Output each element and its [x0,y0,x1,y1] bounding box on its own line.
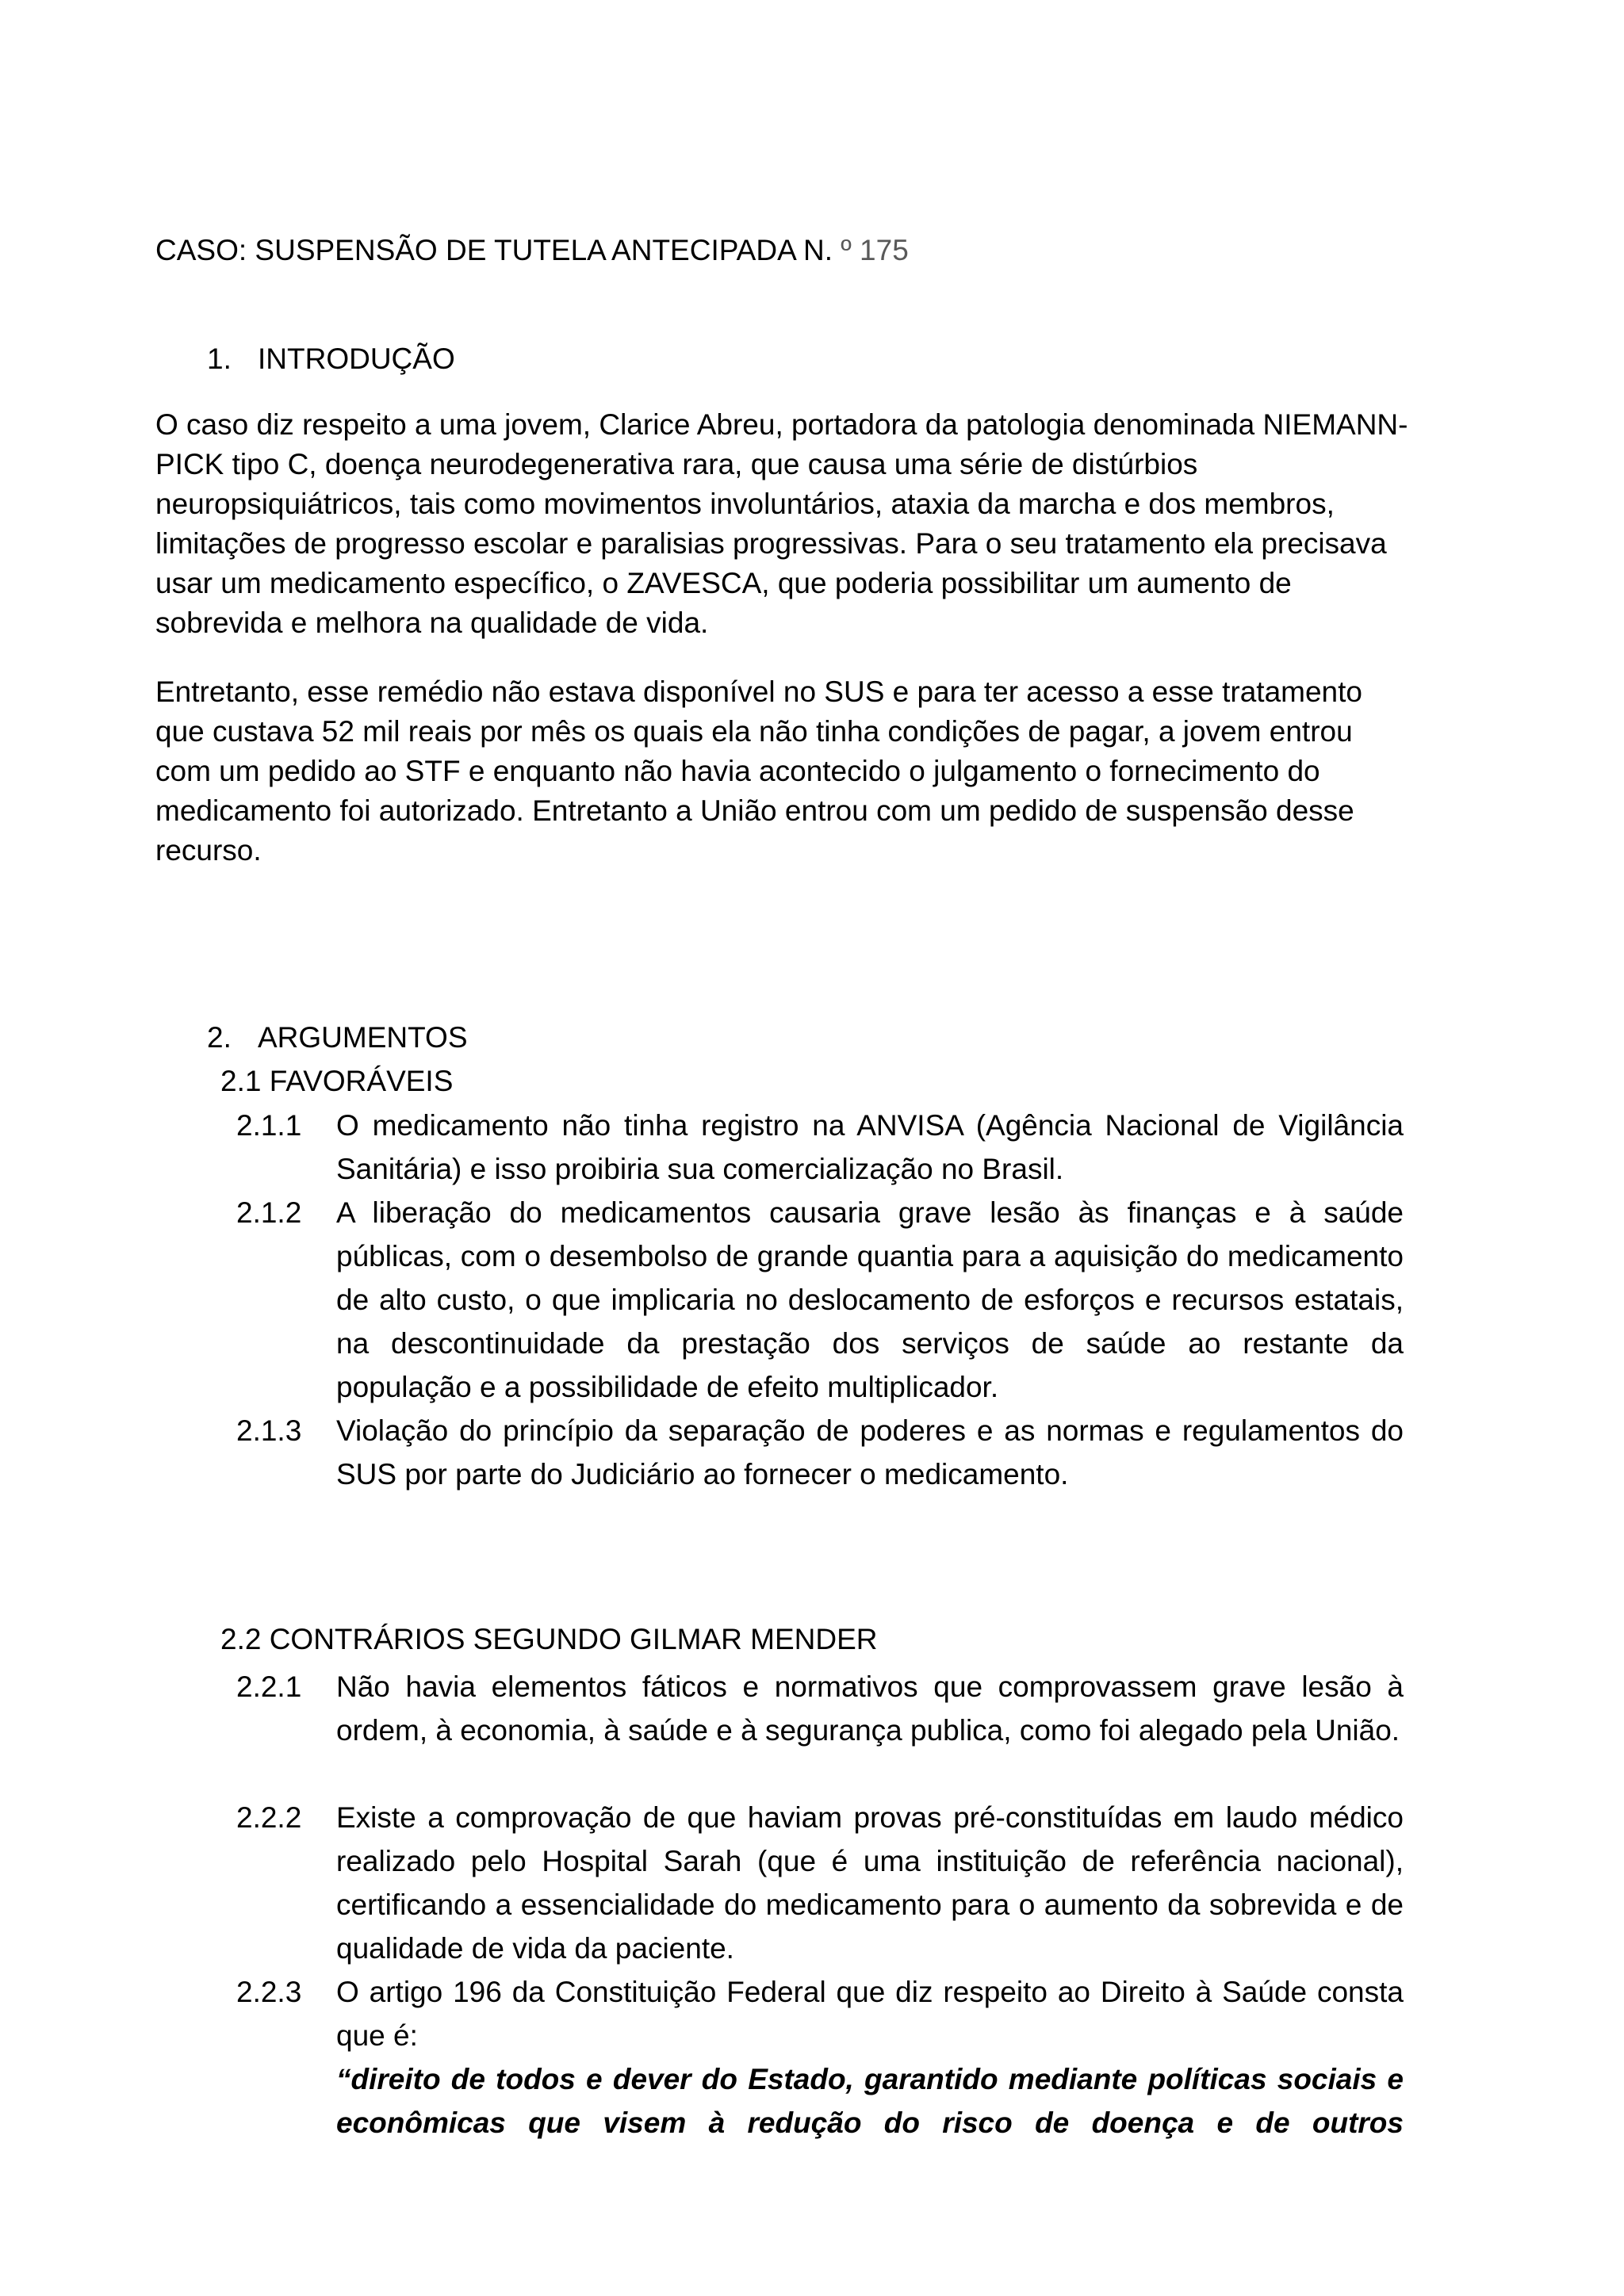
list-item-text: A liberação do medicamentos causaria grave lesão às finanças e à saúde públicas, com o desembolso de grande quantia para a aquisição do medicamento de alto custo, o que implicaria no deslocamento de esforços e recursos estatais, na descontinuidade da prestação dos serviços de saúde ao restante da população e a possibilidade de efeito multiplicador. [336,1196,1404,1403]
list-item [236,1796,1404,1970]
list-item-number: 2.1.1 [236,1109,302,1142]
section-1-number: 1. [207,342,232,375]
list-item-text: Não havia elementos fáticos e normativos que comprovassem grave lesão à ordem, à economia, à saúde e à segurança publica, como foi alegado pela União. [336,1670,1404,1747]
list-item-number: 2.1.3 [236,1414,302,1447]
list-item-number: 2.1.2 [236,1196,302,1229]
title-main: CASO: SUSPENSÃO DE TUTELA ANTECIPADA N. [155,234,833,266]
list-item [236,1191,1404,1409]
section-1-title: INTRODUÇÃO [258,342,455,375]
title-number: º 175 [841,234,909,266]
section-2-title: ARGUMENTOS [258,1021,468,1054]
intro-paragraph-2: Entretanto, esse remédio não estava disponível no SUS e para ter acesso a esse tratamento que custava 52 mil reais por mês os quais ela não tinha condições de pagar, a jovem entrou com um pedido ao STF e enquanto não havia acontecido o julgamento o fornecimento do medicamento foi autorizado. Entretanto a União entrou com um pedido de suspensão desse recurso. [155,675,1362,867]
list-item-text: Violação do princípio da separação de poderes e as normas e regulamentos do SUS por parte do Judiciário ao fornecer o medicamento. [336,1414,1404,1490]
list-item-text: O medicamento não tinha registro na ANVISA (Agência Nacional de Vigilância Sanitária) e isso proibiria sua comercialização no Brasil. [336,1109,1404,1185]
section-2-heading [207,1019,468,1057]
list-item-number: 2.2.1 [236,1670,302,1703]
constitution-quote: “direito de todos e dever do Estado, garantido mediante políticas sociais e econômicas que visem à redução do risco de doença e de outros [336,2063,1404,2139]
list-item-text: Existe a comprovação de que haviam provas pré-constituídas em laudo médico realizado pelo Hospital Sarah (que é uma instituição de referência nacional), certificando a essencialidade do medicamento para o aumento da sobrevida e de qualidade de vida da paciente. [336,1801,1404,1965]
document-title [155,232,909,270]
list-item-number: 2.2.3 [236,1976,302,2008]
list-item-text: O artigo 196 da Constituição Federal que diz respeito ao Direito à Saúde consta que é: [336,1976,1404,2052]
list-item [236,1970,1404,2057]
section-2-number: 2. [207,1021,232,1054]
intro-paragraph-1: O caso diz respeito a uma jovem, Clarice Abreu, portadora da patologia denominada NIEMANN-PICK tipo C, doença neurodegenerativa rara, que causa uma série de distúrbios neuropsiquiátricos, tais como movimentos involuntários, ataxia da marcha e dos membros, limitações de progresso escolar e paralisias progressivas. Para o seu tratamento ela precisava usar um medicamento específico, o ZAVESCA, que poderia possibilitar um aumento de sobrevida e melhora na qualidade de vida. [155,408,1408,639]
subsection-2-2-heading: 2.2 CONTRÁRIOS SEGUNDO GILMAR MENDER [220,1623,878,1655]
list-item-number: 2.2.2 [236,1801,302,1834]
list-item [236,1104,1404,1191]
subsection-2-1-heading: 2.1 FAVORÁVEIS [220,1065,454,1097]
list-item [236,1665,1404,1752]
section-1-heading [207,340,455,378]
list-item [236,1409,1404,1496]
